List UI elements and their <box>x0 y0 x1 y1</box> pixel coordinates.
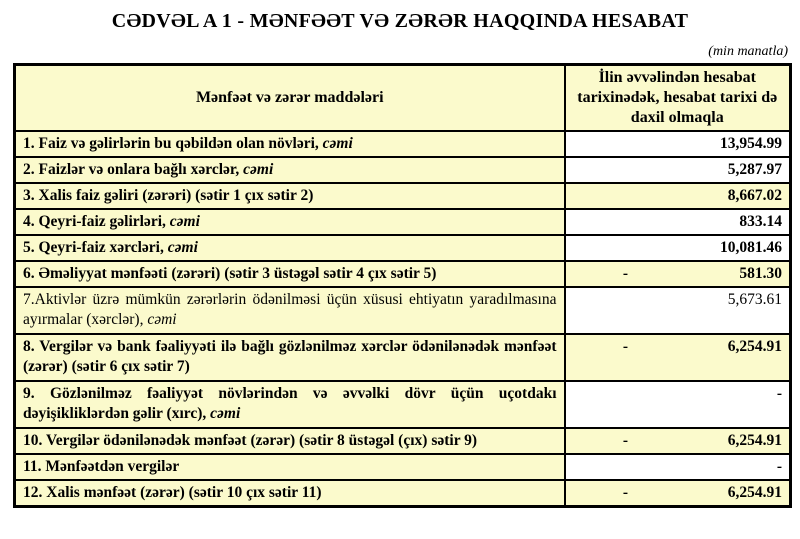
row-label-suffix-italic: cəmi <box>169 213 200 230</box>
row-value <box>565 157 791 183</box>
row-label <box>15 261 565 287</box>
row-value <box>565 261 791 287</box>
row-value-number: 5,673.61 <box>727 291 782 308</box>
row-value-number: - <box>776 385 782 402</box>
row-value <box>565 480 791 507</box>
row-label-suffix-italic: cəmi <box>210 405 241 422</box>
table-row <box>15 157 791 183</box>
row-value-number: 833.14 <box>739 213 782 230</box>
table-header-row <box>15 65 791 132</box>
row-label <box>15 157 565 183</box>
row-value-number: 5,287.97 <box>727 161 782 178</box>
table-row <box>15 381 791 428</box>
row-label <box>15 235 565 261</box>
unit-note: (min manatla) <box>708 44 788 59</box>
row-label <box>15 428 565 454</box>
table-row <box>15 235 791 261</box>
table-row <box>15 261 791 287</box>
row-label-suffix-italic: cəmi <box>243 161 274 178</box>
dash-marker: - <box>622 338 629 355</box>
row-label <box>15 287 565 334</box>
row-value <box>565 183 791 209</box>
row-label-text: 8. Vergilər və bank fəaliyyəti ilə bağlı gözlənilməz xərclər ödənilənədək mənfəət (zərər) (sətir 6 çıx sətir 7) <box>23 338 557 375</box>
row-value <box>565 454 791 480</box>
table-row <box>15 209 791 235</box>
row-value-number: - <box>776 458 782 475</box>
row-label-text: 2. Faizlər və onlara bağlı xərclər, <box>23 161 244 178</box>
row-label-text: 4. Qeyri-faiz gəlirləri, <box>23 213 170 230</box>
dash-marker: - <box>622 432 629 449</box>
row-value <box>565 428 791 454</box>
row-label-suffix-italic: cəmi <box>147 311 177 328</box>
row-label-text: 12. Xalis mənfəət (zərər) (sətir 10 çıx sətir 11) <box>23 484 322 501</box>
dash-marker: - <box>622 265 629 282</box>
page-title: CƏDVƏL A 1 - MƏNFƏƏT VƏ ZƏRƏR HAQQINDA HESABAT <box>111 10 689 32</box>
row-label <box>15 480 565 507</box>
table-row <box>15 183 791 209</box>
table-row <box>15 454 791 480</box>
row-label-text: 9. Gözlənilməz fəaliyyət növlərindən və əvvəlki dövr üçün uçotdakı dəyişikliklərdən gəlir (xırc), <box>23 385 557 422</box>
row-value-number: 6,254.91 <box>727 432 782 449</box>
profit-loss-table <box>13 63 792 508</box>
row-value-number: 10,081.46 <box>720 239 782 256</box>
row-label-text: 7.Aktivlər üzrə mümkün zərərlərin ödənilməsi üçün xüsusi ehtiyatın yaradılmasına ayırmalar (xərclər), <box>23 291 557 328</box>
row-value <box>565 381 791 428</box>
row-value-number: 6,254.91 <box>727 338 782 355</box>
row-value <box>565 235 791 261</box>
row-label-text: 10. Vergilər ödənilənədək mənfəət (zərər) (sətir 8 üstəgəl (çıx) sətir 9) <box>23 432 478 449</box>
table-row <box>15 287 791 334</box>
row-value-number: 13,954.99 <box>720 135 782 152</box>
row-label <box>15 334 565 381</box>
header-period-column: İlin əvvəlindən hesabat tarixinədək, hesabat tarixi də daxil olmaqla <box>565 65 791 132</box>
row-label-text: 5. Qeyri-faiz xərcləri, <box>23 239 168 256</box>
row-label-text: 11. Mənfəətdən vergilər <box>23 458 180 475</box>
row-label <box>15 183 565 209</box>
header-items-column: Mənfəət və zərər maddələri <box>15 65 565 132</box>
row-label-suffix-italic: cəmi <box>322 135 353 152</box>
row-value <box>565 209 791 235</box>
row-value-number: 8,667.02 <box>727 187 782 204</box>
row-label <box>15 381 565 428</box>
row-value <box>565 287 791 334</box>
dash-marker: - <box>622 484 629 501</box>
table-row <box>15 480 791 507</box>
table-row <box>15 334 791 381</box>
row-value-number: 6,254.91 <box>727 484 782 501</box>
row-label <box>15 131 565 157</box>
row-value-number: 581.30 <box>739 265 782 282</box>
table-row <box>15 428 791 454</box>
row-value <box>565 334 791 381</box>
row-value <box>565 131 791 157</box>
row-label-suffix-italic: cəmi <box>167 239 198 256</box>
table-row <box>15 131 791 157</box>
row-label-text: 6. Əməliyyat mənfəəti (zərəri) (sətir 3 üstəgəl sətir 4 çıx sətir 5) <box>23 265 437 282</box>
row-label <box>15 209 565 235</box>
row-label-text: 3. Xalis faiz gəliri (zərəri) (sətir 1 çıx sətir 2) <box>23 187 314 204</box>
row-label <box>15 454 565 480</box>
row-label-text: 1. Faiz və gəlirlərin bu qəbildən olan növləri, <box>23 135 323 152</box>
